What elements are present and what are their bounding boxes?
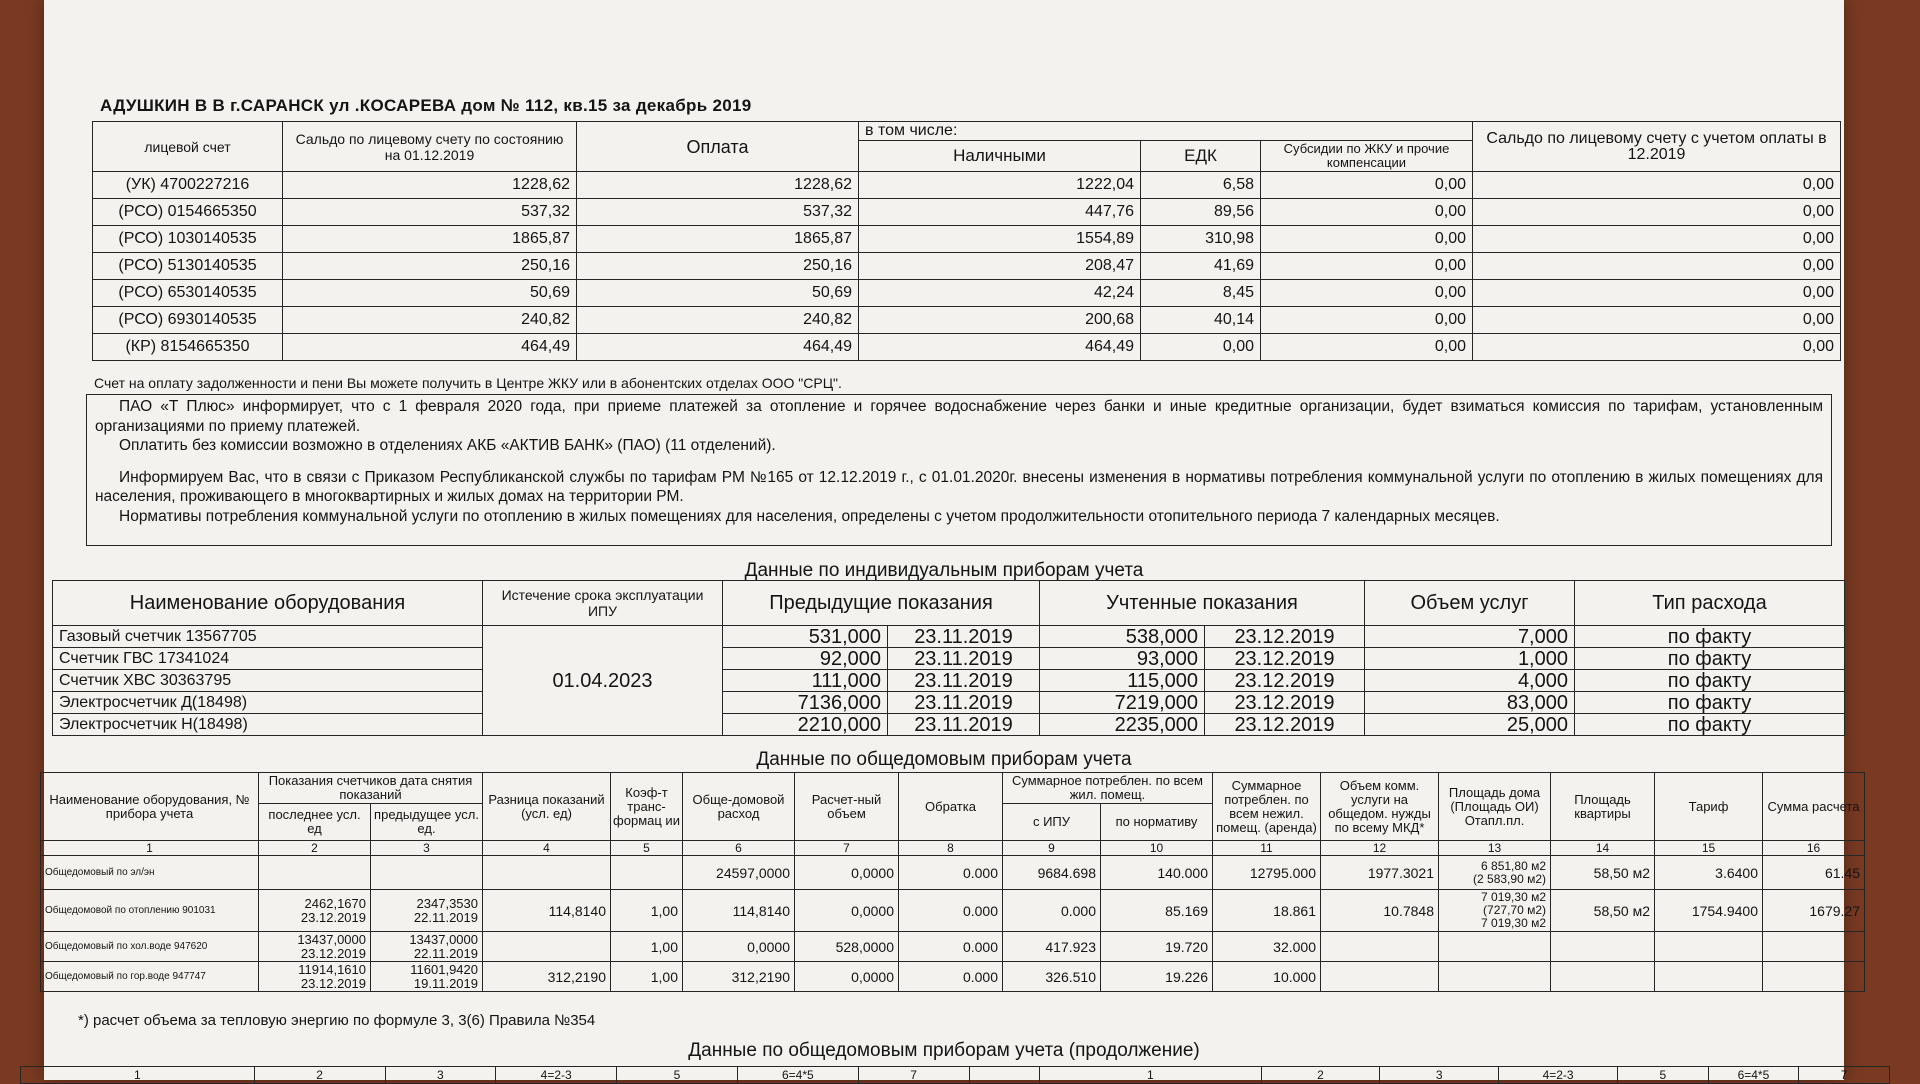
column-number: 3: [371, 841, 483, 856]
sum: [1763, 932, 1865, 962]
cash: 208,47: [859, 253, 1141, 280]
cont-left-number: 4=2-3: [496, 1067, 617, 1084]
subsidies: 0,00: [1261, 226, 1473, 253]
column-number: 1: [41, 841, 259, 856]
odpu-title: Данные по общедомовым приборам учета: [756, 749, 1132, 770]
coef: 1,00: [611, 932, 683, 962]
meter-name: Счетчик ХВС 30363795: [53, 670, 483, 692]
payment: 1228,62: [577, 172, 859, 199]
account-row: [93, 172, 1841, 199]
last-reading-date: 23.12.2019: [300, 909, 366, 925]
reverse: 0.000: [899, 890, 1003, 932]
prev-date: 23.11.2019: [888, 714, 1040, 736]
col-including: в том числе:: [859, 122, 1473, 141]
column-number: 16: [1763, 841, 1865, 856]
nonres-usage: 18.861: [1213, 890, 1321, 932]
cont-right-number: 6=4*5: [1708, 1067, 1799, 1084]
prev-reading: [371, 962, 483, 992]
odn-volume: [1321, 932, 1439, 962]
ipu-row: [53, 648, 1845, 670]
notice-p1: ПАО «Т Плюс» информирует, что с 1 февраля 2020 года, при приеме платежей за отопление и горячее водоснабжение через банки и иные кредитные организации, будет взиматься комиссия по тарифам, установленным организациями по приему платежей.: [95, 398, 1823, 435]
subsidies: 0,00: [1261, 334, 1473, 361]
ipu-col-expiry: Истечение срока эксплуатации ИПУ: [483, 581, 723, 626]
odpu-row: [41, 932, 1865, 962]
balance-end: 0,00: [1473, 199, 1841, 226]
meter-name: Счетчик ГВС 17341024: [53, 648, 483, 670]
odpu-col-reverse: Обратка: [899, 773, 1003, 841]
column-number: 15: [1655, 841, 1763, 856]
odpu-column-numbers: [41, 841, 1865, 856]
cont-left-number: 7: [858, 1067, 969, 1084]
subsidies: 0,00: [1261, 253, 1473, 280]
prev-reading-value: 13437,0000: [409, 931, 478, 947]
odn-volume: 1977.3021: [1321, 856, 1439, 890]
common-usage: 312,2190: [683, 962, 795, 992]
nonres-usage: 10.000: [1213, 962, 1321, 992]
balance-end: 0,00: [1473, 280, 1841, 307]
balance-end: 0,00: [1473, 307, 1841, 334]
account-row: [93, 307, 1841, 334]
last-reading-value: 2462,1670: [304, 895, 366, 911]
consumption-type: по факту: [1575, 648, 1845, 670]
odpu-row: [41, 890, 1865, 932]
volume: 7,000: [1365, 626, 1575, 648]
odpu-col-sum-nonres: Суммарное потреблен. по всем нежил. помещ. (аренда): [1213, 773, 1321, 841]
last-reading: [259, 932, 371, 962]
column-number: 9: [1003, 841, 1101, 856]
account-number: (РСО) 6930140535: [93, 307, 283, 334]
odn-volume: [1321, 962, 1439, 992]
payment: 240,82: [577, 307, 859, 334]
prev-date: 23.11.2019: [888, 648, 1040, 670]
diff: 114,8140: [483, 890, 611, 932]
ipu-table: [52, 580, 1845, 736]
ipu-col-type: Тип расхода: [1575, 581, 1845, 626]
balance-start: 464,49: [283, 334, 577, 361]
prev-value: 2210,000: [723, 714, 888, 736]
accounts-table: [92, 121, 1841, 361]
reverse: 0.000: [899, 962, 1003, 992]
calc-volume: 0,0000: [795, 890, 899, 932]
odpu-rows: [41, 856, 1865, 992]
subsidies: 0,00: [1261, 280, 1473, 307]
consumption-type: по факту: [1575, 714, 1845, 736]
ipu-col-previous: Предыдущие показания: [723, 581, 1040, 626]
cont-right-number: 1: [1040, 1067, 1262, 1084]
cash: 464,49: [859, 334, 1141, 361]
prev-date: 23.11.2019: [888, 670, 1040, 692]
expiry-date: 01.04.2023: [483, 626, 723, 736]
cur-date: 23.12.2019: [1205, 692, 1365, 714]
balance-start: 537,32: [283, 199, 577, 226]
house-area-line: (727,70 м2): [1483, 903, 1546, 917]
consumption-type: по факту: [1575, 670, 1845, 692]
column-number: 14: [1551, 841, 1655, 856]
account-row: [93, 199, 1841, 226]
prev-reading: [371, 856, 483, 890]
odpu-col-prev: предыдущее усл. ед.: [371, 804, 483, 841]
last-reading: [259, 856, 371, 890]
cur-date: 23.12.2019: [1205, 626, 1365, 648]
odpu-cont-title: Данные по общедомовым приборам учета (продолжение): [688, 1040, 1200, 1061]
last-reading-date: 23.12.2019: [300, 975, 366, 991]
meter-name: Электросчетчик Д(18498): [53, 692, 483, 714]
debt-note: Счет на оплату задолженности и пени Вы можете получить в Центре ЖКУ или в абонентских отделах ООО "СРЦ".: [94, 375, 842, 391]
odpu-col-sum: Сумма расчета: [1763, 773, 1865, 841]
col-balance-start: Сальдо по лицевому счету по состоянию на 01.12.2019: [283, 122, 577, 172]
notice-p2: Оплатить без комиссии возможно в отделениях АКБ «АКТИВ БАНК» (ПАО) (11 отделений).: [119, 437, 776, 454]
coef: 1,00: [611, 890, 683, 932]
prev-reading-date: 19.11.2019: [413, 975, 478, 991]
odpu-col-sum-res: Суммарное потреблен. по всем жил. помещ.: [1003, 773, 1213, 804]
odpu-col-last: последнее усл. ед: [259, 804, 371, 841]
odn-volume: 10.7848: [1321, 890, 1439, 932]
coef: [611, 856, 683, 890]
payment: 250,16: [577, 253, 859, 280]
norm-usage: 140.000: [1101, 856, 1213, 890]
cash: 447,76: [859, 199, 1141, 226]
odpu-col-house-area: Площадь дома (Площадь ОИ) Отапл.пл.: [1439, 773, 1551, 841]
column-number: 11: [1213, 841, 1321, 856]
cur-value: 7219,000: [1040, 692, 1205, 714]
prev-date: 23.11.2019: [888, 626, 1040, 648]
prev-reading-date: 22.11.2019: [413, 909, 478, 925]
cur-value: 93,000: [1040, 648, 1205, 670]
cont-left-number: 3: [385, 1067, 496, 1084]
ipu-usage: 326.510: [1003, 962, 1101, 992]
odpu-cont-numbers: [21, 1067, 1890, 1084]
calc-volume: 0,0000: [795, 962, 899, 992]
balance-end: 0,00: [1473, 334, 1841, 361]
sum: [1763, 962, 1865, 992]
account-row: [93, 280, 1841, 307]
cur-value: 538,000: [1040, 626, 1205, 648]
ipu-row: [53, 626, 1845, 648]
cash: 200,68: [859, 307, 1141, 334]
last-reading-value: 11914,1610: [298, 961, 366, 977]
edk: 8,45: [1141, 280, 1261, 307]
apt-area: [1551, 932, 1655, 962]
account-number: (РСО) 1030140535: [93, 226, 283, 253]
cash: 1554,89: [859, 226, 1141, 253]
consumption-type: по факту: [1575, 626, 1845, 648]
ipu-usage: 9684.698: [1003, 856, 1101, 890]
cont-right-number: 3: [1380, 1067, 1499, 1084]
column-number: 12: [1321, 841, 1439, 856]
account-row: [93, 253, 1841, 280]
edk: 40,14: [1141, 307, 1261, 334]
sum: 61.45: [1763, 856, 1865, 890]
footnote: *) расчет объема за тепловую энергию по формуле 3, 3(6) Правила №354: [78, 1012, 596, 1029]
nonres-usage: 12795.000: [1213, 856, 1321, 890]
account-number: (КР) 8154665350: [93, 334, 283, 361]
last-reading: [259, 962, 371, 992]
info-box: [86, 394, 1832, 546]
odpu-name: Общедомовый по эл/эн: [41, 856, 259, 890]
notice-p3: Информируем Вас, что в связи с Приказом Республиканской службы по тарифам РМ №165 от 12.12.2019 г., с 01.01.2020г. внесены изменения в нормативы потребления коммунальной услуги по отоплению в жилых помещениях для населения, проживающего в многоквартирных и жилых домах на территории РМ.: [95, 468, 1823, 505]
subsidies: 0,00: [1261, 307, 1473, 334]
payment: 464,49: [577, 334, 859, 361]
odpu-row: [41, 856, 1865, 890]
notice-p4: Нормативы потребления коммунальной услуги по отоплению в жилых помещениях для населения, определены с учетом продолжительности отопительного периода 7 календарных месяцев.: [119, 507, 1500, 525]
column-number: 13: [1439, 841, 1551, 856]
tariff: [1655, 932, 1763, 962]
calc-volume: 528,0000: [795, 932, 899, 962]
prev-reading-value: 11601,9420: [410, 961, 478, 977]
odpu-col-ipu: с ИПУ: [1003, 804, 1101, 841]
account-number: (РСО) 6530140535: [93, 280, 283, 307]
last-reading: [259, 890, 371, 932]
tariff: 1754.9400: [1655, 890, 1763, 932]
cont-left-number: 2: [254, 1067, 385, 1084]
odpu-col-readings: Показания счетчиков дата снятия показаний: [259, 773, 483, 804]
house-area-line: 6 851,80 м2: [1481, 858, 1546, 873]
apt-area: 58,50 м2: [1551, 856, 1655, 890]
balance-end: 0,00: [1473, 172, 1841, 199]
prev-value: 111,000: [723, 670, 888, 692]
norm-usage: 19.226: [1101, 962, 1213, 992]
reverse: 0.000: [899, 856, 1003, 890]
edk: 89,56: [1141, 199, 1261, 226]
cur-value: 115,000: [1040, 670, 1205, 692]
odpu-row: [41, 962, 1865, 992]
accounts-rows: [93, 172, 1841, 361]
ipu-col-volume: Объем услуг: [1365, 581, 1575, 626]
column-number: 4: [483, 841, 611, 856]
payment: 537,32: [577, 199, 859, 226]
balance-start: 250,16: [283, 253, 577, 280]
account-number: (РСО) 5130140535: [93, 253, 283, 280]
house-area: [1439, 856, 1551, 890]
payment: 1865,87: [577, 226, 859, 253]
calc-volume: 0,0000: [795, 856, 899, 890]
col-payment: Оплата: [577, 122, 859, 172]
meter-name: Газовый счетчик 13567705: [53, 626, 483, 648]
cont-right-number: 4=2-3: [1499, 1067, 1618, 1084]
bill-page: [44, 0, 1860, 1082]
ipu-usage: 417.923: [1003, 932, 1101, 962]
odpu-cont-table: [20, 1066, 1890, 1084]
odpu-col-norm: по нормативу: [1101, 804, 1213, 841]
ipu-row: [53, 670, 1845, 692]
subsidies: 0,00: [1261, 172, 1473, 199]
odpu-col-coef: Коэф-т транс-формац ии: [611, 773, 683, 841]
prev-reading-value: 2347,3530: [416, 895, 478, 911]
column-number: 2: [259, 841, 371, 856]
cash: 42,24: [859, 280, 1141, 307]
cash: 1222,04: [859, 172, 1141, 199]
apt-area: 58,50 м2: [1551, 890, 1655, 932]
ipu-row: [53, 714, 1845, 736]
edk: 310,98: [1141, 226, 1261, 253]
balance-start: 1228,62: [283, 172, 577, 199]
balance-end: 0,00: [1473, 253, 1841, 280]
volume: 83,000: [1365, 692, 1575, 714]
prev-date: 23.11.2019: [888, 692, 1040, 714]
account-number: (УК) 4700227216: [93, 172, 283, 199]
payment: 50,69: [577, 280, 859, 307]
prev-reading-date: 22.11.2019: [413, 945, 478, 961]
bill-header: АДУШКИН В В г.САРАНСК ул .КОСАРЕВА дом № 112, кв.15 за декабрь 2019: [100, 96, 752, 115]
common-usage: 0,0000: [683, 932, 795, 962]
prev-value: 531,000: [723, 626, 888, 648]
common-usage: 114,8140: [683, 890, 795, 932]
odpu-col-diff: Разница показаний (усл. ед): [483, 773, 611, 841]
account-number: (РСО) 0154665350: [93, 199, 283, 226]
diff: [483, 932, 611, 962]
prev-value: 7136,000: [723, 692, 888, 714]
odpu-col-tariff: Тариф: [1655, 773, 1763, 841]
house-area: [1439, 932, 1551, 962]
odpu-col-name: Наименование оборудования, № прибора учета: [41, 773, 259, 841]
cont-right-number: 2: [1261, 1067, 1380, 1084]
norm-usage: 19.720: [1101, 932, 1213, 962]
nonres-usage: 32.000: [1213, 932, 1321, 962]
volume: 1,000: [1365, 648, 1575, 670]
odpu-name: Общедомовый по хол.воде 947620: [41, 932, 259, 962]
cont-right-number: 7: [1799, 1067, 1890, 1084]
meter-name: Электросчетчик Н(18498): [53, 714, 483, 736]
last-reading-date: 23.12.2019: [300, 945, 366, 961]
house-area-line: 7 019,30 м2: [1481, 916, 1546, 930]
ipu-rows: [53, 626, 1845, 736]
cur-date: 23.12.2019: [1205, 714, 1365, 736]
account-row: [93, 226, 1841, 253]
col-subsidies: Субсидии по ЖКУ и прочие компенсации: [1261, 141, 1473, 172]
coef: 1,00: [611, 962, 683, 992]
tariff: 3.6400: [1655, 856, 1763, 890]
subsidies: 0,00: [1261, 199, 1473, 226]
odpu-col-common: Обще-домовой расход: [683, 773, 795, 841]
edk: 41,69: [1141, 253, 1261, 280]
apt-area: [1551, 962, 1655, 992]
common-usage: 24597,0000: [683, 856, 795, 890]
cont-left-number: 5: [617, 1067, 738, 1084]
house-area-line: (2 583,90 м2): [1473, 871, 1546, 886]
ipu-col-name: Наименование оборудования: [53, 581, 483, 626]
balance-end: 0,00: [1473, 226, 1841, 253]
house-area-line: 7 019,30 м2: [1481, 890, 1546, 904]
prev-reading: [371, 890, 483, 932]
odpu-col-odn: Объем комм. услуги на общедом. нужды по всему МКД*: [1321, 773, 1439, 841]
ipu-usage: 0.000: [1003, 890, 1101, 932]
cont-right-number: 5: [1617, 1067, 1708, 1084]
edk: 6,58: [1141, 172, 1261, 199]
balance-start: 240,82: [283, 307, 577, 334]
col-cash: Наличными: [859, 141, 1141, 172]
diff: [483, 856, 611, 890]
ipu-col-counted: Учтенные показания: [1040, 581, 1365, 626]
ipu-row: [53, 692, 1845, 714]
odpu-name: Общедомовой по отоплению 901031: [41, 890, 259, 932]
norm-usage: 85.169: [1101, 890, 1213, 932]
volume: 4,000: [1365, 670, 1575, 692]
col-account: лицевой счет: [93, 122, 283, 172]
odpu-col-apt-area: Площадь квартиры: [1551, 773, 1655, 841]
cont-left-number: 1: [21, 1067, 255, 1084]
odpu-table: [40, 772, 1865, 992]
column-number: 8: [899, 841, 1003, 856]
odpu-name: Общедомовый по гор.воде 947747: [41, 962, 259, 992]
prev-reading: [371, 932, 483, 962]
cur-date: 23.12.2019: [1205, 648, 1365, 670]
cur-value: 2235,000: [1040, 714, 1205, 736]
column-number: 6: [683, 841, 795, 856]
cont-gap: [969, 1067, 1039, 1084]
diff: 312,2190: [483, 962, 611, 992]
edk: 0,00: [1141, 334, 1261, 361]
cont-left-number: 6=4*5: [737, 1067, 858, 1084]
tariff: [1655, 962, 1763, 992]
column-number: 5: [611, 841, 683, 856]
account-row: [93, 334, 1841, 361]
col-edk: ЕДК: [1141, 141, 1261, 172]
consumption-type: по факту: [1575, 692, 1845, 714]
house-area: [1439, 962, 1551, 992]
last-reading-value: 13437,0000: [297, 931, 366, 947]
balance-start: 1865,87: [283, 226, 577, 253]
prev-value: 92,000: [723, 648, 888, 670]
volume: 25,000: [1365, 714, 1575, 736]
reverse: 0.000: [899, 932, 1003, 962]
odpu-col-calc: Расчет-ный объем: [795, 773, 899, 841]
col-balance-end: Сальдо по лицевому счету с учетом оплаты в 12.2019: [1473, 122, 1841, 172]
sum: 1679.27: [1763, 890, 1865, 932]
column-number: 7: [795, 841, 899, 856]
ipu-title: Данные по индивидуальным приборам учета: [744, 560, 1144, 581]
cur-date: 23.12.2019: [1205, 670, 1365, 692]
house-area: [1439, 890, 1551, 932]
balance-start: 50,69: [283, 280, 577, 307]
column-number: 10: [1101, 841, 1213, 856]
